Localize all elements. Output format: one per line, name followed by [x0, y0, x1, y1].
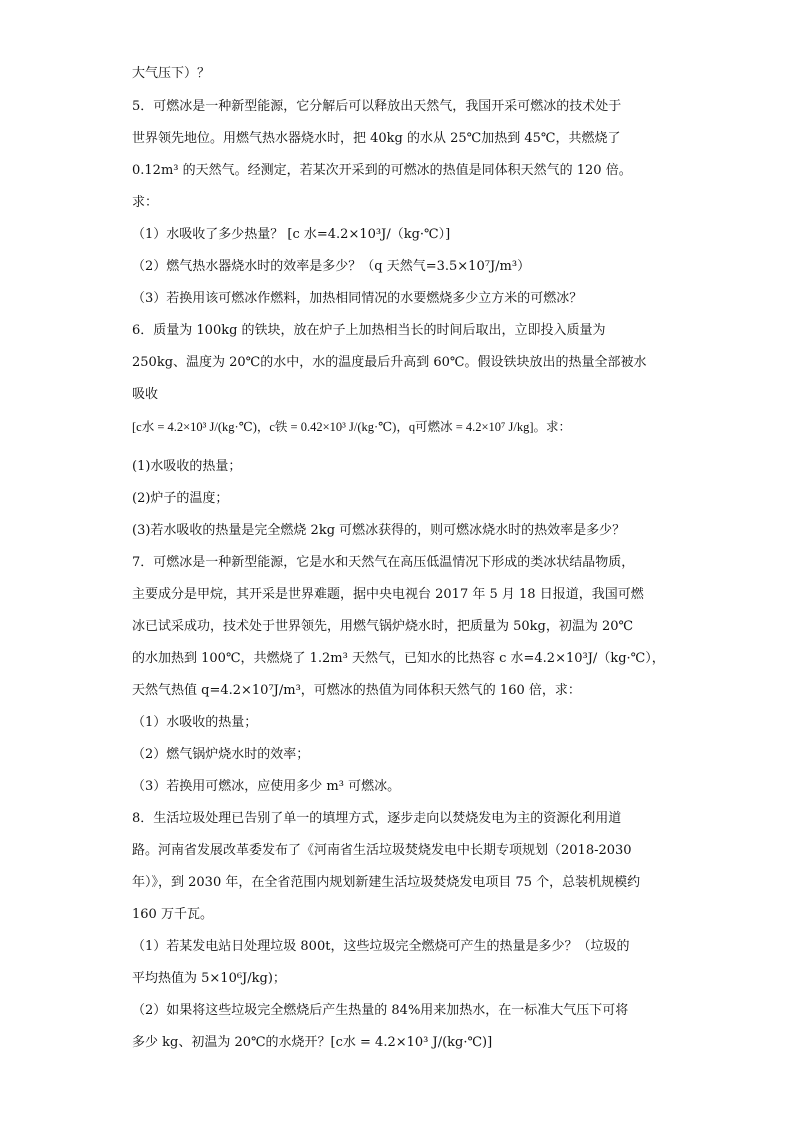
text-line: 吸收	[132, 387, 159, 402]
text-line: 250kg、温度为 20℃的水中，水的温度最后升高到 60℃。假设铁块放出的热量全部被水	[132, 355, 647, 370]
text-line: (2)炉子的温度；	[132, 491, 229, 506]
text-line: 路。河南省发展改革委发布了《河南省生活垃圾焚烧发电中长期专项规划（2018-2030	[132, 843, 632, 858]
text-line: 0.12m³ 的天然气。经测定，若某次开采到的可燃冰的热值是同体积天然气的 120 倍。	[132, 163, 632, 178]
text-line: 8．生活垃圾处理已告别了单一的填埋方式，逐步走向以焚烧发电为主的资源化利用道	[132, 811, 622, 826]
text-line: 年）》，到 2030 年，在全省范围内规划新建生活垃圾焚烧发电项目 75 个，总装机规模约	[132, 875, 641, 890]
text-line: 冰已试采成功，技术处于世界领先，用燃气锅炉烧水时，把质量为 50kg，初温为 20℃	[132, 619, 634, 634]
text-line: 多少 kg、初温为 20℃的水烧开？[c水 = 4.2×10³ J/(kg·℃)]	[132, 1035, 493, 1050]
text-line: （2）如果将这些垃圾完全燃烧后产生热量的 84%用来加热水，在一标准大气压下可将	[132, 1003, 629, 1018]
text-line: 6．质量为 100kg 的铁块，放在炉子上加热相当长的时间后取出，立即投入质量为	[132, 323, 606, 338]
text-line: （1）若某发电站日处理垃圾 800t，这些垃圾完全燃烧可产生的热量是多少？（垃圾的	[132, 939, 630, 954]
text-line: 5．可燃冰是一种新型能源，它分解后可以释放出天然气，我国开采可燃冰的技术处于	[132, 99, 622, 114]
text-line: 平均热值为 5×10⁶J/kg)；	[132, 971, 286, 986]
text-line: 的水加热到 100℃，共燃烧了 1.2m³ 天然气，已知水的比热容 c 水=4.2×10³J/（kg·℃），	[132, 651, 665, 666]
text-line: （3）若换用可燃冰，应使用多少 m³ 可燃冰。	[132, 779, 401, 794]
text-line: （3）若换用该可燃冰作燃料，加热相同情况的水要燃烧多少立方米的可燃冰？	[132, 291, 583, 306]
text-line: [c水 = 4.2×10³ J/(kg·℃)，c铁 = 0.42×10³ J/(kg·℃)，q可燃冰 = 4.2×10⁷ J/kg]。求：	[132, 420, 572, 434]
text-line: 天然气热值 q=4.2×10⁷J/m³，可燃冰的热值为同体积天然气的 160 倍，求：	[132, 683, 581, 698]
text-line: (1)水吸收的热量；	[132, 459, 242, 474]
text-line: 7．可燃冰是一种新型能源，它是水和天然气在高压低温情况下形成的类冰状结晶物质，	[132, 555, 635, 570]
text-line: 世界领先地位。用燃气热水器烧水时，把 40kg 的水从 25℃加热到 45℃，共燃烧了	[132, 131, 621, 146]
text-line: 大气压下）？	[132, 66, 211, 81]
text-line: 求：	[132, 195, 159, 210]
text-line: （1）水吸收的热量；	[132, 715, 258, 730]
text-line: 160 万千瓦。	[132, 907, 213, 922]
text-line: （2）燃气热水器烧水时的效率是多少？（q 天然气=3.5×10⁷J/m³）	[132, 259, 531, 274]
text-line: (3)若水吸收的热量是完全燃烧 2kg 可燃冰获得的，则可燃冰烧水时的热效率是多少？	[132, 523, 626, 538]
text-line: 主要成分是甲烷，其开采是世界难题，据中央电视台 2017 年 5 月 18 日报道，我国可燃	[132, 587, 644, 602]
text-line: （1）水吸收了多少热量？ [c 水=4.2×10³J/（kg·℃）]	[132, 227, 451, 242]
text-line: （2）燃气锅炉烧水时的效率；	[132, 747, 310, 762]
